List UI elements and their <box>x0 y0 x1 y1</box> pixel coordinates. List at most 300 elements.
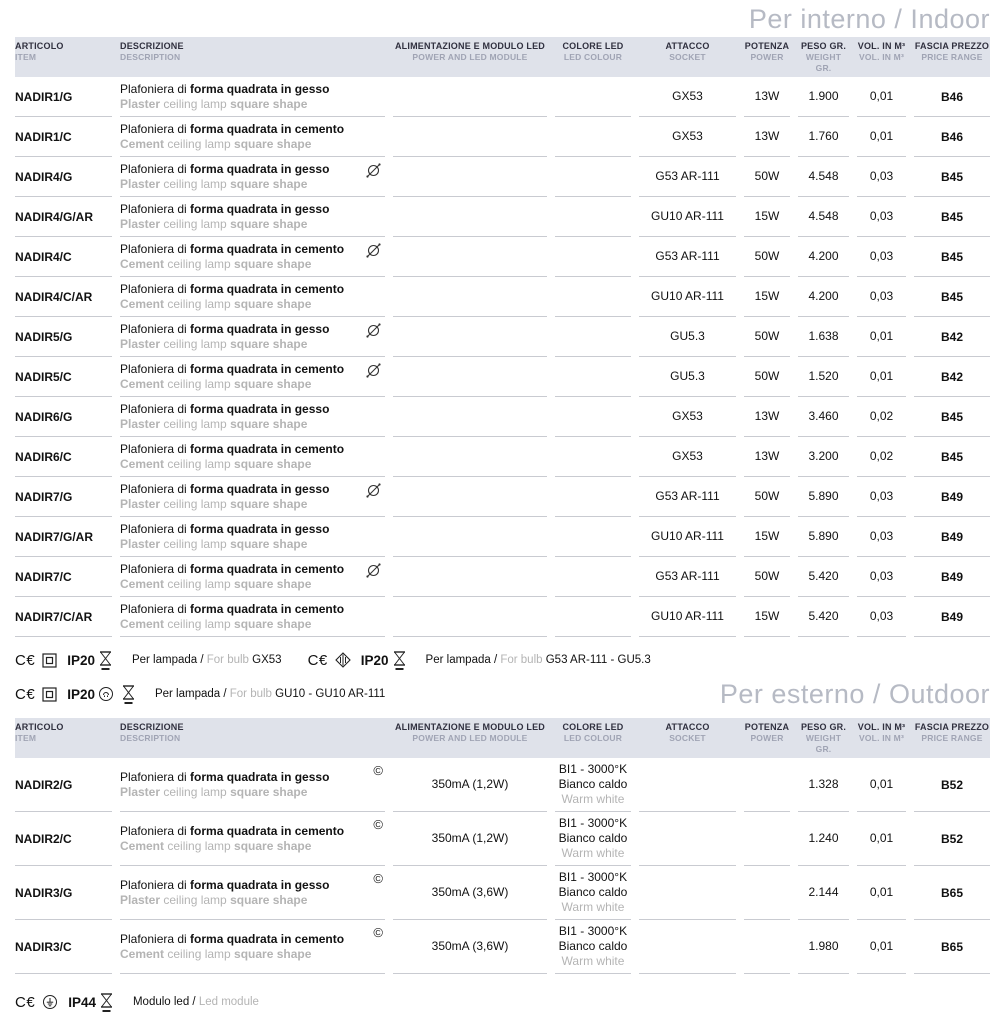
article-cell <box>15 277 112 317</box>
article-code: NADIR7/C/AR <box>15 609 93 624</box>
power-module-value: 350mA (3,6W) <box>431 939 509 953</box>
power-cell <box>744 77 790 117</box>
price-range-value: B65 <box>940 939 963 954</box>
volume-cell <box>857 197 906 237</box>
article-cell <box>15 237 112 277</box>
description-cell <box>120 812 385 866</box>
description-en: Cement ceiling lamp square shape <box>120 136 312 151</box>
column-header-led-colour <box>555 722 631 744</box>
led-colour-cell <box>555 597 631 637</box>
indoor-section-title: Per interno / Indoor <box>748 4 990 34</box>
socket-value: GU5.3 <box>670 329 705 343</box>
weight-cell <box>798 237 849 277</box>
note-group-gu10 <box>15 685 385 704</box>
column-header-label-it: ATTACCO <box>665 41 710 51</box>
column-header-label-it: COLORE LED <box>562 722 624 732</box>
description-en: Plaster ceiling lamp square shape <box>120 536 308 551</box>
volume-value: 0,01 <box>869 777 894 791</box>
price-cell <box>914 237 990 277</box>
description-it: Plafoniera di forma quadrata in gesso <box>120 521 330 536</box>
price-cell <box>914 477 990 517</box>
weight-cell <box>798 597 849 637</box>
dimmer-icon <box>364 561 383 585</box>
c-circle-icon: © <box>373 925 383 940</box>
description-en: Plaster ceiling lamp square shape <box>120 216 308 231</box>
article-cell <box>15 437 112 477</box>
description-it: Plafoniera di forma quadrata in cemento <box>120 361 345 376</box>
column-header-socket <box>639 722 736 744</box>
price-cell <box>914 920 990 974</box>
column-header-description <box>120 722 385 744</box>
indoor-title-row <box>15 0 990 34</box>
column-header-label-en: POWER AND LED MODULE <box>412 52 528 62</box>
c-circle-icon: © <box>373 817 383 832</box>
weight-cell <box>798 866 849 920</box>
note-text: Per lampada / For bulb GX53 <box>131 654 282 666</box>
power-cell <box>744 197 790 237</box>
socket-cell <box>639 477 736 517</box>
column-header-power-and-led-module <box>393 41 547 63</box>
volume-cell <box>857 237 906 277</box>
class2-square-icon <box>42 687 57 702</box>
hourglass-icon <box>392 651 407 670</box>
led-colour-cell <box>555 477 631 517</box>
socket-value: GU10 AR-111 <box>651 609 724 623</box>
table-row <box>15 77 990 117</box>
description-en: Cement ceiling lamp square shape <box>120 838 312 853</box>
led-colour-cell <box>555 437 631 477</box>
description-cell <box>120 517 385 557</box>
column-header-label-it: PESO GR. <box>800 41 847 51</box>
volume-cell <box>857 557 906 597</box>
volume-value: 0,01 <box>869 939 894 953</box>
article-code: NADIR6/C <box>15 449 72 464</box>
power-module-cell <box>393 237 547 277</box>
volume-value: 0,01 <box>869 89 894 103</box>
article-code: NADIR3/G <box>15 885 73 900</box>
column-header-label-en: ITEM <box>15 52 37 62</box>
led-colour-cell <box>555 157 631 197</box>
column-header-label-en: VOL. IN M³ <box>859 733 904 743</box>
article-code: NADIR1/G <box>15 89 73 104</box>
table-row <box>15 758 990 812</box>
led-colour-line2: Bianco caldo <box>558 777 628 791</box>
volume-cell <box>857 277 906 317</box>
power-value: 13W <box>754 409 780 423</box>
description-en: Cement ceiling lamp square shape <box>120 456 312 471</box>
weight-value: 5.890 <box>808 489 839 503</box>
price-range-value: B46 <box>940 89 963 104</box>
led-colour-cell <box>555 277 631 317</box>
power-cell <box>744 517 790 557</box>
power-module-cell <box>393 812 547 866</box>
column-header-label-it: ALIMENTAZIONE E MODULO LED <box>394 722 546 732</box>
dimmer-icon <box>364 161 383 185</box>
weight-cell <box>798 758 849 812</box>
c-circle-icon: © <box>373 763 383 778</box>
power-value: 50W <box>754 249 780 263</box>
power-value: 50W <box>754 369 780 383</box>
weight-cell <box>798 397 849 437</box>
article-code: NADIR5/G <box>15 329 73 344</box>
power-cell <box>744 812 790 866</box>
volume-cell <box>857 77 906 117</box>
description-it: Plafoniera di forma quadrata in cemento <box>120 121 345 136</box>
description-cell <box>120 197 385 237</box>
column-header-label-en: PRICE RANGE <box>921 733 983 743</box>
class2-square-icon <box>42 653 57 668</box>
column-header-price-range <box>914 41 990 63</box>
outdoor-table <box>15 718 990 974</box>
note-group-gx53 <box>15 651 282 670</box>
description-cell <box>120 557 385 597</box>
description-en: Cement ceiling lamp square shape <box>120 946 312 961</box>
ip-rating-label: IP20 <box>67 652 95 668</box>
column-header-label-it: PESO GR. <box>800 722 847 732</box>
description-cell <box>120 477 385 517</box>
weight-cell <box>798 197 849 237</box>
column-header-price-range <box>914 722 990 744</box>
table-row <box>15 517 990 557</box>
article-code: NADIR6/G <box>15 409 73 424</box>
weight-cell <box>798 920 849 974</box>
power-cell <box>744 277 790 317</box>
volume-value: 0,03 <box>869 489 894 503</box>
power-module-cell <box>393 157 547 197</box>
indoor-table-body <box>15 77 990 637</box>
article-code: NADIR2/G <box>15 777 73 792</box>
dimmer-icon <box>364 361 383 385</box>
power-module-cell <box>393 277 547 317</box>
power-module-cell <box>393 866 547 920</box>
article-cell <box>15 357 112 397</box>
power-module-value: 350mA (1,2W) <box>431 777 509 791</box>
weight-value: 5.890 <box>808 529 839 543</box>
price-cell <box>914 517 990 557</box>
table-row <box>15 557 990 597</box>
description-it: Plafoniera di forma quadrata in cemento <box>120 823 345 838</box>
weight-cell <box>798 517 849 557</box>
description-en: Cement ceiling lamp square shape <box>120 376 312 391</box>
description-cell <box>120 277 385 317</box>
power-value: 50W <box>754 169 780 183</box>
column-header-description <box>120 41 385 63</box>
article-cell <box>15 920 112 974</box>
description-cell <box>120 758 385 812</box>
column-header-weight-gr- <box>798 41 849 74</box>
article-code: NADIR4/G/AR <box>15 209 94 224</box>
ce-mark-icon: C€ <box>15 685 36 703</box>
led-colour-cell <box>555 197 631 237</box>
price-cell <box>914 357 990 397</box>
indoor-notes-line1 <box>15 647 990 673</box>
table-row <box>15 920 990 974</box>
article-cell <box>15 117 112 157</box>
article-cell <box>15 758 112 812</box>
column-header-power <box>744 722 790 744</box>
table-row <box>15 477 990 517</box>
column-header-led-colour <box>555 41 631 63</box>
socket-value: GX53 <box>672 129 703 143</box>
description-it: Plafoniera di forma quadrata in gesso <box>120 81 330 96</box>
diamond-icon <box>335 652 351 668</box>
volume-cell <box>857 157 906 197</box>
price-range-value: B65 <box>940 885 963 900</box>
socket-cell <box>639 197 736 237</box>
description-it: Plafoniera di forma quadrata in gesso <box>120 481 330 496</box>
price-range-value: B52 <box>940 777 963 792</box>
description-en: Plaster ceiling lamp square shape <box>120 176 308 191</box>
description-it: Plafoniera di forma quadrata in gesso <box>120 201 330 216</box>
price-range-value: B45 <box>940 289 963 304</box>
socket-value: GU10 AR-111 <box>651 209 724 223</box>
socket-cell <box>639 557 736 597</box>
column-header-item <box>15 41 112 63</box>
led-colour-line1: BI1 - 3000°K <box>558 762 628 776</box>
power-module-cell <box>393 437 547 477</box>
table-row <box>15 812 990 866</box>
power-module-cell <box>393 357 547 397</box>
power-cell <box>744 237 790 277</box>
outdoor-table-header <box>15 718 990 758</box>
column-header-label-it: VOL. IN M³ <box>857 722 906 732</box>
led-colour-cell <box>555 317 631 357</box>
power-value: 15W <box>754 529 780 543</box>
led-colour-cell <box>555 77 631 117</box>
description-it: Plafoniera di forma quadrata in cemento <box>120 281 345 296</box>
column-header-label-it: ARTICOLO <box>15 722 64 732</box>
volume-cell <box>857 920 906 974</box>
weight-value: 4.200 <box>808 289 839 303</box>
volume-cell <box>857 317 906 357</box>
volume-value: 0,02 <box>869 449 894 463</box>
price-cell <box>914 812 990 866</box>
price-range-value: B45 <box>940 249 963 264</box>
weight-cell <box>798 317 849 357</box>
price-range-value: B49 <box>940 609 963 624</box>
price-range-value: B52 <box>940 831 963 846</box>
weight-value: 4.548 <box>808 169 839 183</box>
table-row <box>15 157 990 197</box>
led-colour-cell <box>555 812 631 866</box>
column-header-label-en: SOCKET <box>669 52 706 62</box>
dimmer-icon <box>364 241 383 265</box>
volume-value: 0,03 <box>869 289 894 303</box>
power-cell <box>744 157 790 197</box>
power-module-cell <box>393 317 547 357</box>
column-header-label-it: POTENZA <box>744 722 790 732</box>
article-code: NADIR4/C <box>15 249 72 264</box>
column-header-label-it: FASCIA PREZZO <box>914 722 990 732</box>
description-it: Plafoniera di forma quadrata in gesso <box>120 161 330 176</box>
indoor-notes-line2 <box>15 685 385 704</box>
led-colour-cell <box>555 920 631 974</box>
ground-icon <box>42 994 58 1010</box>
weight-value: 1.980 <box>808 939 839 953</box>
table-row <box>15 197 990 237</box>
led-colour-line1: BI1 - 3000°K <box>558 870 628 884</box>
price-cell <box>914 157 990 197</box>
price-cell <box>914 597 990 637</box>
led-colour-line1: BI1 - 3000°K <box>558 924 628 938</box>
price-range-value: B42 <box>940 329 963 344</box>
socket-cell <box>639 812 736 866</box>
note-text: Per lampada / For bulb GU10 - GU10 AR-111 <box>154 688 386 700</box>
article-cell <box>15 157 112 197</box>
volume-value: 0,03 <box>869 169 894 183</box>
socket-cell <box>639 437 736 477</box>
article-code: NADIR7/C <box>15 569 72 584</box>
volume-value: 0,03 <box>869 209 894 223</box>
description-it: Plafoniera di forma quadrata in gesso <box>120 321 330 336</box>
column-header-label-it: FASCIA PREZZO <box>914 41 990 51</box>
weight-value: 1.638 <box>808 329 839 343</box>
weight-value: 4.200 <box>808 249 839 263</box>
power-value: 50W <box>754 329 780 343</box>
weight-cell <box>798 157 849 197</box>
description-en: Plaster ceiling lamp square shape <box>120 496 308 511</box>
socket-value: G53 AR-111 <box>655 569 720 583</box>
weight-cell <box>798 557 849 597</box>
volume-cell <box>857 397 906 437</box>
power-cell <box>744 437 790 477</box>
led-colour-cell <box>555 517 631 557</box>
article-code: NADIR5/C <box>15 369 72 384</box>
weight-cell <box>798 437 849 477</box>
power-module-value: 350mA (1,2W) <box>431 831 509 845</box>
power-module-cell <box>393 557 547 597</box>
column-header-label-en: LED COLOUR <box>563 733 623 743</box>
description-it: Plafoniera di forma quadrata in cemento <box>120 561 345 576</box>
price-range-value: B46 <box>940 129 963 144</box>
weight-value: 1.520 <box>808 369 839 383</box>
power-module-cell <box>393 920 547 974</box>
price-range-value: B45 <box>940 409 963 424</box>
volume-cell <box>857 758 906 812</box>
article-code: NADIR4/C/AR <box>15 289 93 304</box>
article-code: NADIR3/C <box>15 939 72 954</box>
led-colour-line1: BI1 - 3000°K <box>558 816 628 830</box>
description-it: Plafoniera di forma quadrata in cemento <box>120 441 345 456</box>
column-header-label-it: COLORE LED <box>562 41 624 51</box>
socket-cell <box>639 77 736 117</box>
weight-value: 1.328 <box>808 777 839 791</box>
power-cell <box>744 758 790 812</box>
table-row <box>15 397 990 437</box>
led-colour-line3: Warm white <box>561 846 625 860</box>
article-cell <box>15 812 112 866</box>
indoor-table <box>15 37 990 637</box>
article-code: NADIR4/G <box>15 169 73 184</box>
dimmer-icon <box>364 481 383 505</box>
weight-value: 5.420 <box>808 609 839 623</box>
volume-cell <box>857 597 906 637</box>
socket-cell <box>639 357 736 397</box>
socket-value: GX53 <box>672 89 703 103</box>
socket-value: GU10 AR-111 <box>651 289 724 303</box>
note-group-led-module <box>15 993 259 1012</box>
ce-mark-icon: C€ <box>15 651 36 669</box>
power-value: 15W <box>754 609 780 623</box>
indoor-table-header <box>15 37 990 77</box>
volume-cell <box>857 812 906 866</box>
column-header-label-en: WEIGHT GR. <box>805 52 842 73</box>
price-cell <box>914 317 990 357</box>
weight-value: 3.460 <box>808 409 839 423</box>
table-row <box>15 237 990 277</box>
volume-cell <box>857 437 906 477</box>
description-en: Cement ceiling lamp square shape <box>120 296 312 311</box>
column-header-label-it: ARTICOLO <box>15 41 64 51</box>
volume-value: 0,01 <box>869 369 894 383</box>
socket-cell <box>639 517 736 557</box>
weight-cell <box>798 477 849 517</box>
column-header-label-en: POWER <box>750 733 784 743</box>
table-row <box>15 597 990 637</box>
note-group-g53 <box>308 651 651 670</box>
socket-cell <box>639 397 736 437</box>
description-cell <box>120 157 385 197</box>
ip-rating-label: IP20 <box>67 686 95 702</box>
weight-cell <box>798 77 849 117</box>
column-header-label-en: WEIGHT GR. <box>805 733 842 754</box>
hourglass-icon <box>98 651 113 670</box>
power-module-cell <box>393 477 547 517</box>
price-cell <box>914 77 990 117</box>
weight-cell <box>798 117 849 157</box>
table-row <box>15 277 990 317</box>
price-range-value: B49 <box>940 529 963 544</box>
description-it: Plafoniera di forma quadrata in gesso <box>120 877 330 892</box>
description-cell <box>120 597 385 637</box>
description-cell <box>120 920 385 974</box>
price-cell <box>914 397 990 437</box>
column-header-vol-in-m- <box>857 722 906 744</box>
hourglass-icon <box>99 993 114 1012</box>
column-header-label-it: VOL. IN M³ <box>857 41 906 51</box>
column-header-label-en: DESCRIPTION <box>120 733 181 743</box>
socket-cell <box>639 157 736 197</box>
outdoor-table-body <box>15 758 990 974</box>
weight-value: 1.240 <box>808 831 839 845</box>
power-value: 15W <box>754 289 780 303</box>
power-cell <box>744 317 790 357</box>
volume-cell <box>857 357 906 397</box>
circle-bulb-icon <box>98 686 114 702</box>
description-it: Plafoniera di forma quadrata in cemento <box>120 601 345 616</box>
column-header-power <box>744 41 790 63</box>
price-range-value: B45 <box>940 209 963 224</box>
table-row <box>15 437 990 477</box>
article-code: NADIR1/C <box>15 129 72 144</box>
column-header-label-en: PRICE RANGE <box>921 52 983 62</box>
column-header-item <box>15 722 112 744</box>
power-module-cell <box>393 517 547 557</box>
description-en: Plaster ceiling lamp square shape <box>120 784 308 799</box>
column-header-label-it: DESCRIZIONE <box>120 722 184 732</box>
column-header-label-en: DESCRIPTION <box>120 52 181 62</box>
weight-cell <box>798 812 849 866</box>
volume-value: 0,01 <box>869 831 894 845</box>
description-en: Cement ceiling lamp square shape <box>120 256 312 271</box>
description-cell <box>120 117 385 157</box>
article-code: NADIR7/G <box>15 489 73 504</box>
price-range-value: B42 <box>940 369 963 384</box>
description-en: Cement ceiling lamp square shape <box>120 576 312 591</box>
socket-value: GU10 AR-111 <box>651 529 724 543</box>
table-row <box>15 357 990 397</box>
indoor-notes-line2-wrap <box>15 673 990 715</box>
